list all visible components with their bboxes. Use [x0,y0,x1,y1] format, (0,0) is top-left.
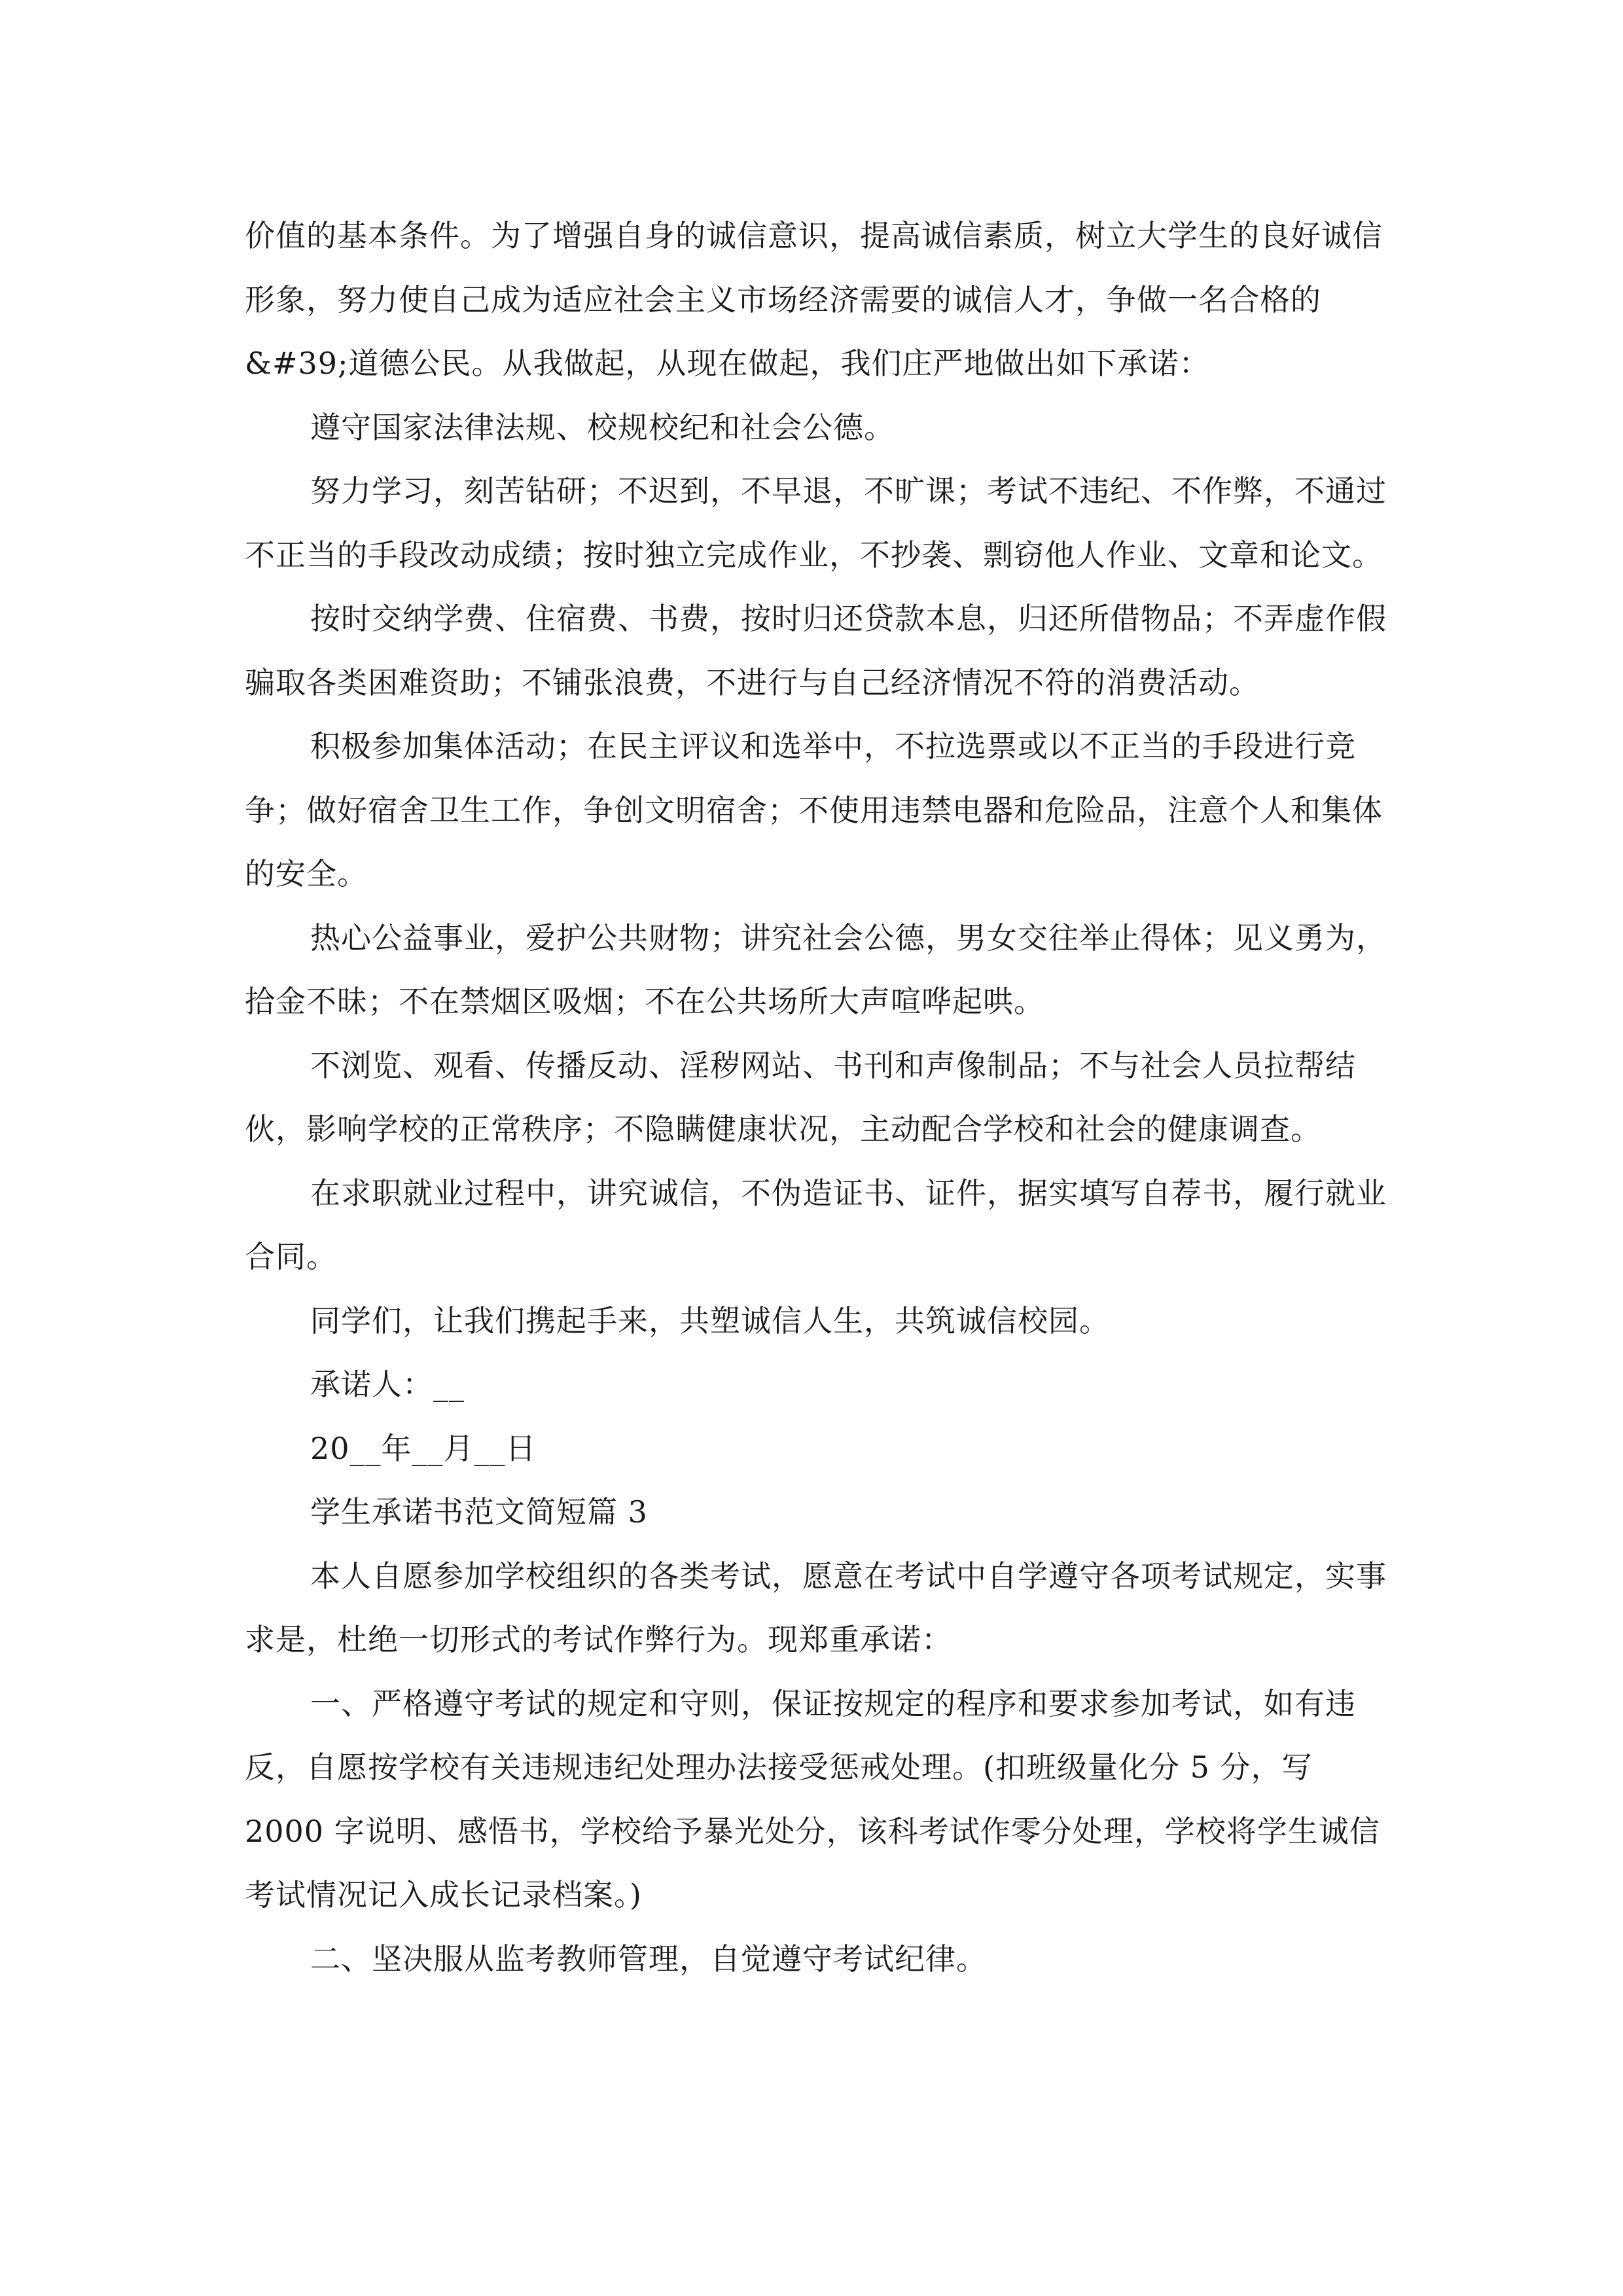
paragraph-media: 不浏览、观看、传播反动、淫秽网站、书刊和声像制品；不与社会人员拉帮结伙，影响学校的正常秩序；不隐瞒健康状况，主动配合学校和社会的健康调查。 [245,1047,1356,1147]
paragraph-law: 遵守国家法律法规、校规校纪和社会公德。 [310,409,895,445]
paragraph-study: 努力学习，刻苦钻研；不迟到，不早退，不旷课；考试不违纪、不作弊，不通过不正当的手段改动成绩；按时独立完成作业，不抄袭、剽窃他人作业、文章和论文。 [245,473,1387,573]
paragraph-continuation: 价值的基本条件。为了增强自身的诚信意识，提高诚信素质，树立大学生的良好诚信形象，努力使自己成为适应社会主义市场经济需要的诚信人才，争做一名合格的&#39;道德公民。从我做起，从现在做起，我们庄严地做出如下承诺： [245,218,1383,381]
paragraph-fees: 按时交纳学费、住宿费、书费，按时归还贷款本息，归还所借物品；不弄虚作假骗取各类困难资助；不铺张浪费，不进行与自己经济情况不符的消费活动。 [245,601,1387,700]
paragraph-pledge-1: 一、严格遵守考试的规定和守则，保证按规定的程序和要求参加考试，如有违反，自愿按学校有关违规违纪处理办法接受惩戒处理。(扣班级量化分 5 分，写 2000 字说明、感悟书，学校给予暴光处分，该科考试作零分处理，学校将学生诚信考试情况记入成长记录档案。) [245,1685,1380,1912]
section-heading: 学生承诺书范文简短篇 3 [310,1494,648,1530]
paragraph-employment: 在求职就业过程中，讲究诚信，不伪造证书、证件，据实填写自荐书，履行就业合同。 [245,1175,1387,1274]
date-line: 20__年__月__日 [310,1430,537,1466]
signature-line: 承诺人：__ [310,1367,465,1402]
paragraph-pledge-2: 二、坚决服从监考教师管理，自觉遵守考试纪律。 [310,1941,987,1977]
paragraph-activities: 积极参加集体活动；在民主评议和选举中，不拉选票或以不正当的手段进行竞争；做好宿舍卫生工作，争创文明宿舍；不使用违禁电器和危险品，注意个人和集体的安全。 [245,728,1383,891]
paragraph-appeal: 同学们，让我们携起手来，共塑诚信人生，共筑诚信校园。 [310,1302,1110,1338]
paragraph-public-welfare: 热心公益事业，爱护公共财物；讲究社会公德，男女交往举止得体；见义勇为，拾金不昧；不在禁烟区吸烟；不在公共场所大声喧哗起哄。 [245,920,1387,1019]
document-body [245,204,1387,1991]
paragraph-exam-intro: 本人自愿参加学校组织的各类考试，愿意在考试中自学遵守各项考试规定，实事求是，杜绝一切形式的考试作弊行为。现郑重承诺： [245,1558,1387,1657]
